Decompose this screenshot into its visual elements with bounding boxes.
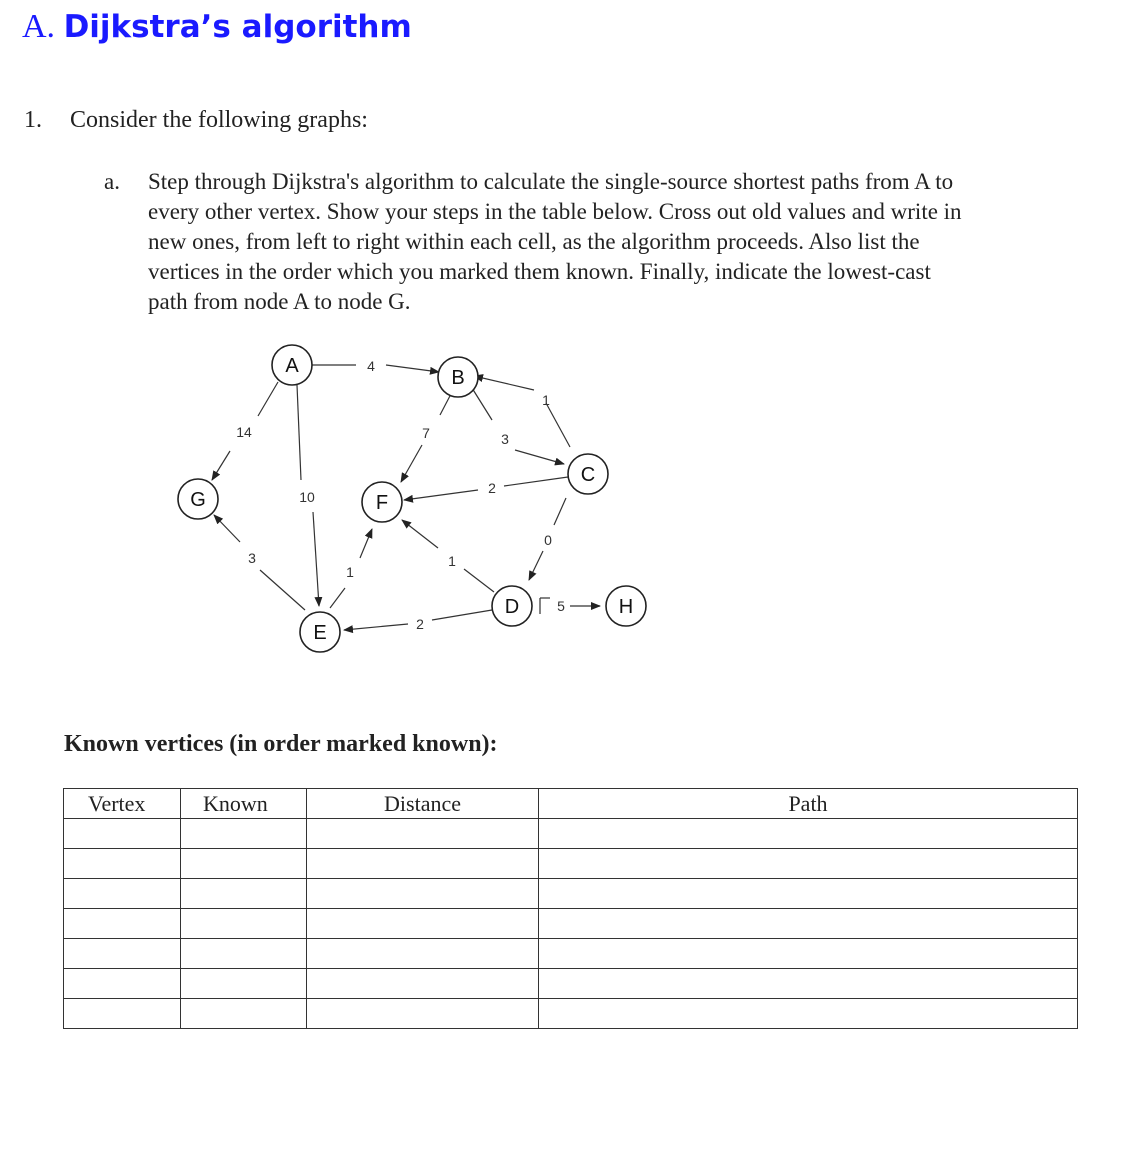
cell-vertex[interactable] bbox=[64, 969, 181, 999]
svg-text:H: H bbox=[618, 596, 634, 618]
cell-distance[interactable] bbox=[307, 969, 539, 999]
cell-path[interactable] bbox=[539, 969, 1078, 999]
edge-c-d bbox=[554, 498, 566, 525]
weight-d-h: 5 bbox=[557, 598, 565, 614]
cell-vertex[interactable] bbox=[64, 819, 181, 849]
weight-a-e: 10 bbox=[299, 489, 315, 505]
weight-c-f: 2 bbox=[488, 480, 496, 496]
question-text: Consider the following graphs: bbox=[70, 107, 368, 133]
node-e bbox=[300, 612, 340, 652]
header-distance: Distance bbox=[307, 789, 539, 819]
svg-text:A: A bbox=[285, 355, 299, 377]
cell-known[interactable] bbox=[181, 909, 307, 939]
dijkstra-table bbox=[63, 788, 1078, 1029]
cell-distance[interactable] bbox=[307, 939, 539, 969]
header-vertex: Vertex bbox=[64, 789, 181, 819]
node-c bbox=[568, 454, 608, 494]
edge-e-f bbox=[330, 588, 345, 608]
edge-c-b bbox=[474, 376, 534, 390]
part-label: a. bbox=[104, 169, 120, 194]
cell-path[interactable] bbox=[539, 819, 1078, 849]
table-row bbox=[64, 969, 1078, 999]
weight-c-b: 1 bbox=[542, 392, 550, 408]
section-number: A. bbox=[22, 8, 56, 45]
edge-c-f bbox=[404, 490, 478, 500]
cell-vertex[interactable] bbox=[64, 999, 181, 1029]
cell-distance[interactable] bbox=[307, 879, 539, 909]
node-f bbox=[362, 482, 402, 522]
cell-known[interactable] bbox=[181, 969, 307, 999]
part-instructions bbox=[148, 167, 1088, 317]
svg-text:B: B bbox=[451, 367, 465, 389]
edge-a-g bbox=[212, 451, 230, 480]
weight-a-b: 4 bbox=[367, 358, 375, 374]
cell-known[interactable] bbox=[181, 849, 307, 879]
edge-c-b bbox=[546, 403, 570, 447]
table-row bbox=[64, 849, 1078, 879]
table-row bbox=[64, 999, 1078, 1029]
edge-b-c bbox=[472, 388, 492, 420]
cell-path[interactable] bbox=[539, 879, 1078, 909]
edge-d-f bbox=[402, 520, 438, 548]
header-known: Known bbox=[181, 789, 307, 819]
cell-path[interactable] bbox=[539, 909, 1078, 939]
known-vertices-label: Known vertices (in order marked known): bbox=[64, 731, 498, 757]
table-row bbox=[64, 939, 1078, 969]
instruction-line: new ones, from left to right within each cell, as the algorithm proceeds. Also list the bbox=[148, 229, 920, 254]
svg-text:C: C bbox=[580, 464, 596, 486]
cell-distance[interactable] bbox=[307, 849, 539, 879]
table-row bbox=[64, 879, 1078, 909]
cell-path[interactable] bbox=[539, 849, 1078, 879]
svg-text:D: D bbox=[504, 596, 520, 618]
node-a bbox=[272, 345, 312, 385]
weight-b-c: 3 bbox=[501, 431, 509, 447]
edge-b-c bbox=[515, 450, 564, 464]
cell-path[interactable] bbox=[539, 999, 1078, 1029]
cell-vertex[interactable] bbox=[64, 939, 181, 969]
edge-a-b bbox=[386, 365, 439, 372]
cell-known[interactable] bbox=[181, 939, 307, 969]
edge-d-f bbox=[464, 569, 494, 592]
instruction-line: Step through Dijkstra's algorithm to calculate the single-source shortest paths from A to bbox=[148, 169, 954, 194]
cell-distance[interactable] bbox=[307, 999, 539, 1029]
edge-a-g bbox=[258, 382, 278, 416]
edge-e-g bbox=[260, 570, 305, 610]
weight-d-e: 2 bbox=[416, 616, 424, 632]
graph-diagram bbox=[160, 340, 660, 660]
cell-vertex[interactable] bbox=[64, 879, 181, 909]
weight-e-g: 3 bbox=[248, 550, 256, 566]
cell-vertex[interactable] bbox=[64, 849, 181, 879]
svg-text:E: E bbox=[313, 622, 327, 644]
node-g bbox=[178, 479, 218, 519]
node-b bbox=[438, 357, 478, 397]
edge-e-f bbox=[360, 529, 372, 558]
instruction-line: path from node A to node G. bbox=[148, 289, 411, 314]
section-title: Dijkstra’s algorithm bbox=[63, 9, 412, 45]
cell-distance[interactable] bbox=[307, 819, 539, 849]
edge-c-d bbox=[529, 551, 543, 580]
edge-c-f bbox=[504, 477, 568, 486]
instruction-line: vertices in the order which you marked them known. Finally, indicate the lowest-cast bbox=[148, 259, 931, 284]
cell-path[interactable] bbox=[539, 939, 1078, 969]
cell-distance[interactable] bbox=[307, 909, 539, 939]
question-number: 1. bbox=[24, 107, 42, 133]
table-row bbox=[64, 909, 1078, 939]
edge-a-e bbox=[313, 512, 319, 606]
svg-text:F: F bbox=[375, 492, 389, 514]
svg-text:G: G bbox=[190, 489, 206, 511]
cell-known[interactable] bbox=[181, 819, 307, 849]
edge-d-e bbox=[432, 610, 492, 620]
edge-b-f bbox=[401, 445, 422, 482]
edge-e-g bbox=[214, 515, 240, 542]
table-row bbox=[64, 819, 1078, 849]
cell-known[interactable] bbox=[181, 879, 307, 909]
node-h bbox=[606, 586, 646, 626]
edge-d-e bbox=[344, 624, 408, 630]
table-header-row bbox=[64, 789, 1078, 819]
weight-a-g: 14 bbox=[236, 424, 252, 440]
question-1 bbox=[24, 107, 368, 134]
cell-vertex[interactable] bbox=[64, 909, 181, 939]
section-heading bbox=[22, 8, 412, 46]
weight-b-f: 7 bbox=[422, 425, 430, 441]
cell-known[interactable] bbox=[181, 999, 307, 1029]
edge-a-e bbox=[297, 385, 301, 480]
instruction-line: every other vertex. Show your steps in the table below. Cross out old values and write in bbox=[148, 199, 962, 224]
header-path: Path bbox=[539, 789, 1078, 819]
weight-e-f: 1 bbox=[346, 564, 354, 580]
node-d bbox=[492, 586, 532, 626]
weight-d-f: 1 bbox=[448, 553, 456, 569]
weight-c-d: 0 bbox=[544, 532, 552, 548]
